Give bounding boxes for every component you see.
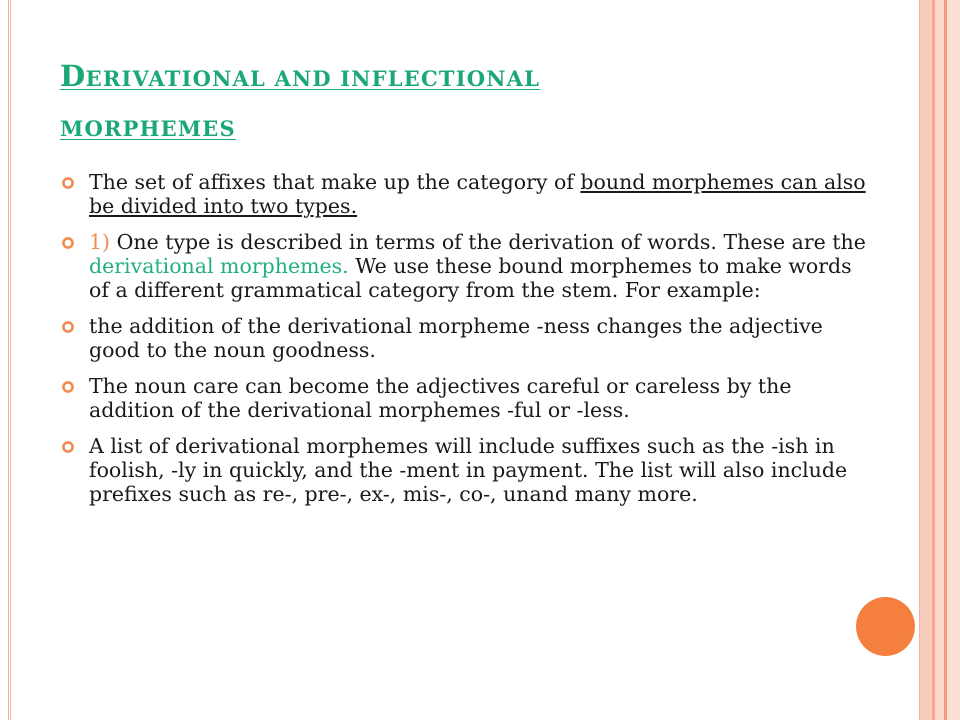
bullet-list bbox=[60, 170, 870, 518]
right-stripe bbox=[920, 0, 932, 720]
highlighted-term: derivational morphemes. bbox=[89, 254, 349, 278]
bullet-ring-icon bbox=[61, 380, 75, 394]
decorative-circle bbox=[856, 597, 915, 656]
bullet-text: the addition of the derivational morpheme -ness changes the adjective good to the noun goodness. bbox=[89, 314, 823, 362]
bullet-text: The set of affixes that make up the category of bbox=[89, 170, 581, 194]
right-stripe bbox=[935, 0, 944, 720]
bullet-text: We use these bound morphemes to make words of a different grammatical category from the stem. For example: bbox=[89, 254, 852, 302]
bullet-text: One type is described in terms of the derivation of words. These are the bbox=[110, 230, 866, 254]
title-line-2: MORPHEMES bbox=[60, 116, 236, 141]
bullet-ring-icon bbox=[61, 440, 75, 454]
bullet-ring-icon bbox=[61, 320, 75, 334]
list-number: 1) bbox=[89, 230, 111, 254]
left-border-line bbox=[8, 0, 9, 720]
title-line-1: ERIVATIONAL AND INFLECTIONAL bbox=[85, 66, 541, 91]
list-item bbox=[60, 434, 870, 506]
title-initial: D bbox=[60, 59, 86, 93]
list-item bbox=[60, 170, 870, 218]
left-border bbox=[0, 0, 11, 720]
bullet-ring-icon bbox=[61, 236, 75, 250]
bullet-text: A list of derivational morphemes will include suffixes such as the -ish in foolish, -ly in quickly, and the -ment in payment. The list will also include prefixes such as re-, pre-, ex-, mis-, co-, unand many more. bbox=[89, 434, 848, 506]
bullet-text: The noun care can become the adjectives careful or careless by the addition of the derivational morphemes -ful or -less. bbox=[89, 374, 792, 422]
list-item bbox=[60, 374, 870, 422]
right-stripe bbox=[947, 0, 960, 720]
bullet-ring-icon bbox=[61, 176, 75, 190]
list-item bbox=[60, 314, 870, 362]
list-item bbox=[60, 230, 870, 302]
slide-title bbox=[60, 52, 880, 152]
bullet-underlined-text: bound morphemes can also be divided into two types. bbox=[89, 170, 866, 218]
